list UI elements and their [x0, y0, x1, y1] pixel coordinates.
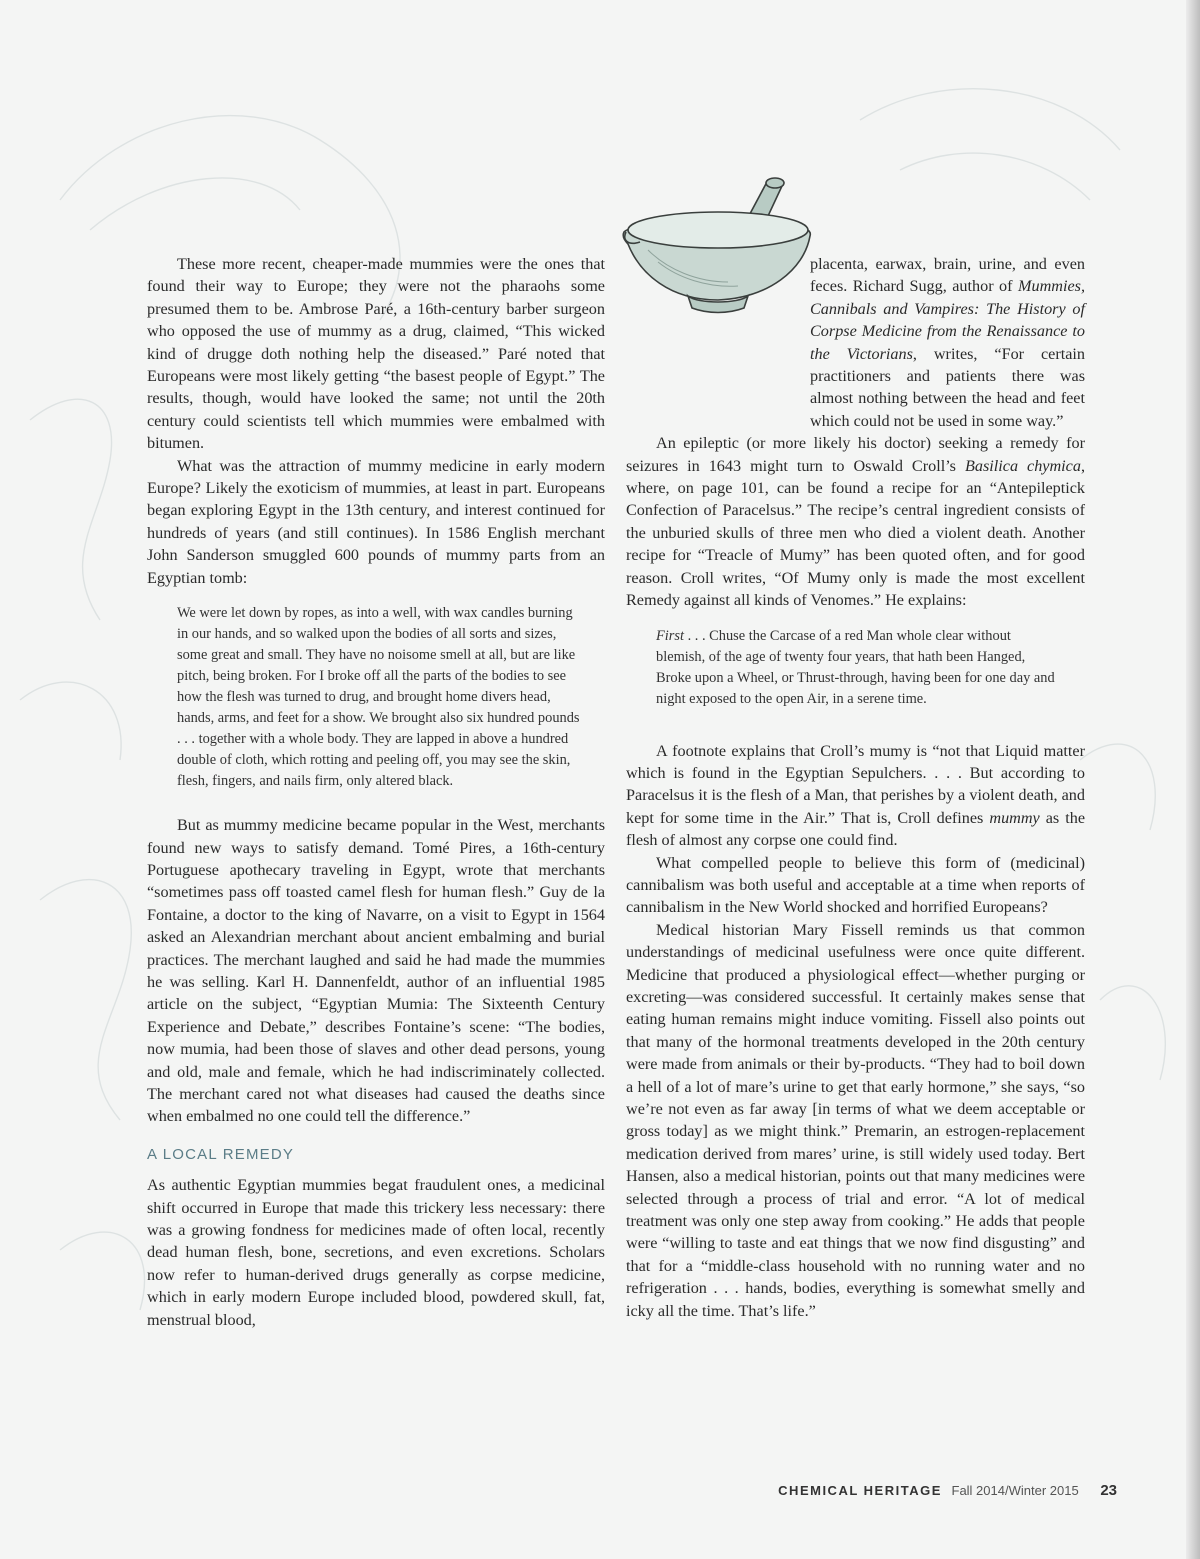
- page-edge-shadow: [1186, 0, 1200, 1559]
- right-column: [626, 253, 1085, 1322]
- block-quote: [656, 626, 1061, 710]
- text-span: An epileptic (or more likely his doctor) seeking a remedy for seizures in 1643 might turn to Oswald Croll’s: [626, 434, 1085, 475]
- page-footer: [778, 1482, 1117, 1499]
- text-span: , writes, “For certain practitioners and patients there was almost nothing between the head and feet which could not be used in some way.”: [810, 344, 1085, 430]
- paragraph: What was the attraction of mummy medicine in early modern Europe? Likely the exoticism of mummies, at least in part. Europeans began exploring Egypt in the 13th century, and interest continued for hundreds of years (and still continues). In 1586 English merchant John Sanderson smuggled 600 pounds of mummy parts from an Egyptian tomb:: [147, 456, 605, 587]
- term-emphasis: mummy: [989, 808, 1040, 827]
- paragraph: These more recent, cheaper-made mummies were the ones that found their way to Europe; they were not the pharaohs some presumed them to be. Ambrose Paré, a 16th-century barber surgeon who opposed the use of mummy as a drug, claimed, “This wicked kind of drugge doth nothing help the diseased.” Paré noted that Europeans were most likely getting “the basest people of Egypt.” The results, though, would have looked the same; not until the 20th century could scientists tell which mummies were embalmed with bitumen.: [147, 255, 605, 453]
- left-column: [147, 253, 605, 1331]
- text-span: . . . Chuse the Carcase of a red Man whole clear without blemish, of the age of twenty four years, that hath been Hanged, Broke upon a Wheel, or Thrust-through, having been for one day and night exposed to the open Air, in a serene time.: [656, 627, 1055, 707]
- book-title: Basilica chymica: [964, 456, 1081, 475]
- magazine-name: CHEMICAL HERITAGE: [778, 1483, 942, 1498]
- text-span: , where, on page 101, can be found a recipe for an “Antepileptick Confection of Paracelsus.” The recipe’s central ingredient consists of the unburied skulls of three men who died a violent death. Another recipe for “Treacle of Mumy” has been quoted often, and for good reason. Croll writes, “Of Mumy only is made the most excellent Remedy against all kinds of Venomes.” He explains:: [626, 456, 1086, 610]
- issue-label: Fall 2014/Winter 2015: [951, 1483, 1079, 1498]
- paragraph: Medical historian Mary Fissell reminds us that common understandings of medicinal usefulness were once quite different. Medicine that produced a physiological effect—whether purging or excreting—was considered successful. It certainly makes sense that eating human remains might induce vomiting. Fissell also points out that many of the hormonal treatments developed in the 20th century were made from animals or their by-products. “They had to boil down a hell of a lot of mare’s urine to get that early hormone,” she says, “so we’re not even as far away [in terms of what we deem acceptable or gross today] as we might think.” Premarin, an estrogen-replacement medication derived from mares’ urine, is still widely used today. Bert Hansen, also a medical historian, points out that many medicines were selected through a process of trial and error. “A lot of medical treatment was only one step away from cooking.” He adds that people were “willing to taste and eat things that we now find disgusting” and that for a “middle-class household with no running water and no refrigeration . . . hands, bodies, everything is somewhat smelly and icky all the time. That’s life.”: [626, 920, 1085, 1320]
- text-span: A footnote explains that Croll’s mumy is “not that Liquid matter which is found in the Egyptian Sepulchers. . . . But according to Paracelsus it is the flesh of a Man, that perishes by a violent death, and kept for some time in the Air.” That is, Croll defines: [626, 741, 1085, 827]
- text-span: placenta, earwax, brain, urine, and even feces. Richard Sugg, author of: [810, 255, 1085, 296]
- paragraph: [626, 432, 1085, 611]
- book-title: Mummies, Cannibals and Vampires: The History of Corpse Medicine from the Renaissance to the Victorians: [810, 277, 1086, 363]
- text-span: as the flesh of almost any corpse one could find.: [626, 808, 1086, 850]
- block-quote: We were let down by ropes, as into a well, with wax candles burning in our hands, and so walked upon the bodies of all sorts and sizes, some great and small. They have no noisome smell at all, but are like pitch, being broken. For I broke off all the parts of the bodies to see how the flesh was turned to drug, and brought home divers head, hands, arms, and feet for a show. We brought also six hundred pounds . . . together with a whole body. They are lapped in above a hundred double of cloth, which rotting and peeling off, you may see the skin, flesh, fingers, and nails firm, only altered black.: [177, 605, 580, 790]
- paragraph: But as mummy medicine became popular in the West, merchants found new ways to satisfy demand. Tomé Pires, a 16th-century Portuguese apothecary traveling in Egypt, wrote that merchants “sometimes pass off toasted camel flesh for human flesh.” Guy de la Fontaine, a doctor to the king of Navarre, on a visit to Egypt in 1564 asked an Alexandrian merchant about ancient embalming and burial practices. The merchant laughed and said he had made the mummies he was selling. Karl H. Dannenfeldt, author of an influential 1985 article on the subject, “Egyptian Mumia: The Sixteenth Century Experience and Debate,” describes Fontaine’s scene: “The bodies, now mumia, had been those of slaves and other dead persons, young and old, male and female, which he had indiscriminately collected. The merchant cared not what diseases had caused the deaths since when embalmed no one could tell the difference.”: [147, 816, 605, 1126]
- quote-emphasis: First: [656, 627, 684, 644]
- section-heading: A LOCAL REMEDY: [147, 1145, 295, 1163]
- page-number: 23: [1100, 1482, 1117, 1499]
- paragraph: [626, 740, 1085, 852]
- paragraph: [810, 253, 1085, 432]
- paragraph: What compelled people to believe this form of (medicinal) cannibalism was both useful and acceptable at a time when reports of cannibalism in the New World shocked and horrified Europeans?: [626, 853, 1085, 917]
- paragraph: As authentic Egyptian mummies begat fraudulent ones, a medicinal shift occurred in Europe that made this trickery less necessary: there was a growing fondness for medicines made of often local, recently dead human flesh, bone, secretions, and even excretions. Scholars now refer to human-derived drugs generally as corpse medicine, which in early modern Europe included blood, powdered skull, fat, menstrual blood,: [147, 1176, 605, 1329]
